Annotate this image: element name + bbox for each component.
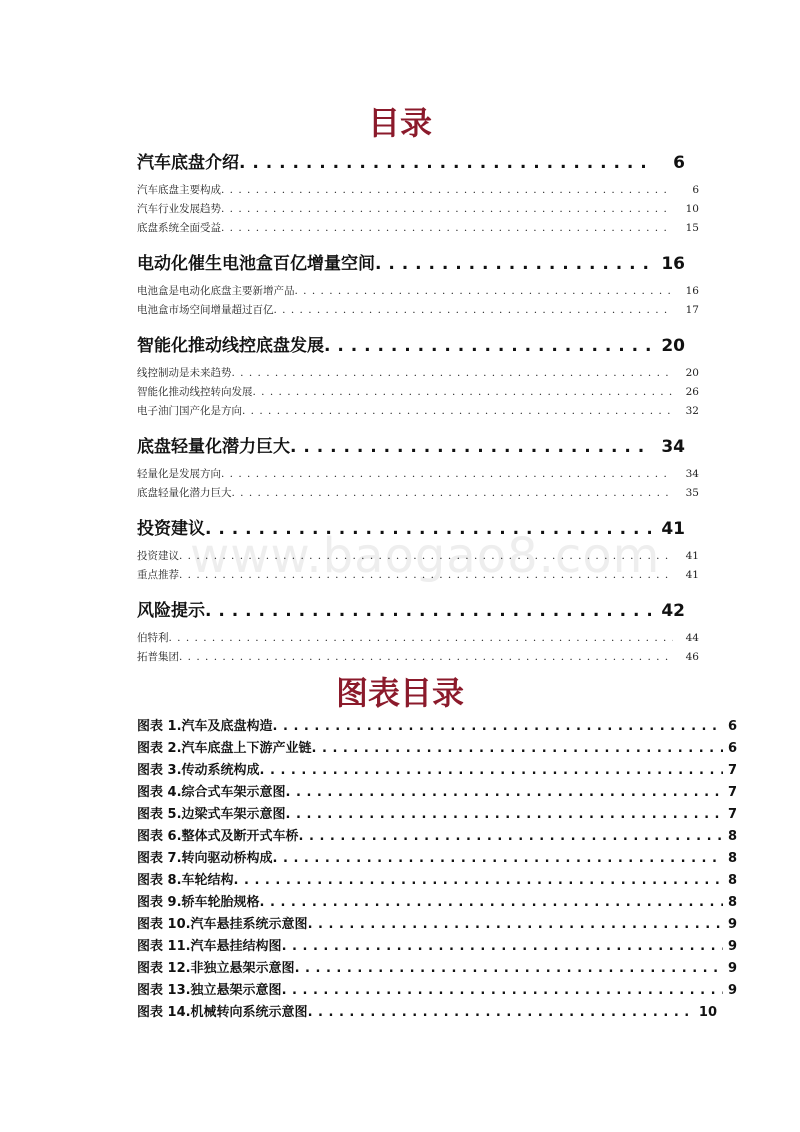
figure-entry[interactable] xyxy=(137,759,737,777)
toc-section-page: 41 xyxy=(661,519,685,538)
figure-page: 8 xyxy=(727,895,737,909)
toc-entry[interactable] xyxy=(137,220,699,236)
leader-dots xyxy=(205,519,651,538)
figure-entry[interactable] xyxy=(137,979,737,997)
leader-dots xyxy=(234,873,723,887)
toc-entry[interactable] xyxy=(137,466,699,482)
leader-dots xyxy=(221,468,673,480)
toc-entry[interactable] xyxy=(137,384,699,400)
figure-page: 8 xyxy=(727,873,737,887)
figure-entry[interactable] xyxy=(137,913,737,931)
toc-entry-title: 伯特利 xyxy=(137,632,169,644)
toc-section-page: 20 xyxy=(661,336,685,355)
leader-dots xyxy=(324,336,651,355)
figure-entry[interactable] xyxy=(137,891,737,909)
figure-page: 9 xyxy=(727,917,737,931)
figure-page: 7 xyxy=(727,807,737,821)
toc-section-page: 6 xyxy=(673,153,685,172)
toc-entry[interactable] xyxy=(137,182,699,198)
toc-entry[interactable] xyxy=(137,201,699,217)
toc-section-title: 汽车底盘介绍 xyxy=(137,153,239,172)
toc-entry-page: 6 xyxy=(692,184,699,196)
toc-entry-page: 34 xyxy=(685,468,699,480)
figure-entry[interactable] xyxy=(137,781,737,799)
toc-entry-title: 底盘系统全面受益 xyxy=(137,222,221,234)
leader-dots xyxy=(260,895,723,909)
leader-dots xyxy=(253,386,674,398)
leader-dots xyxy=(282,939,723,953)
toc-entry-page: 44 xyxy=(685,632,699,644)
leader-dots xyxy=(260,763,723,777)
leader-dots xyxy=(239,153,651,172)
leader-dots xyxy=(312,741,723,755)
leader-dots xyxy=(295,961,723,975)
toc-entry-title: 底盘轻量化潜力巨大 xyxy=(137,487,232,499)
figure-title: 图表 3.传动系统构成 xyxy=(137,763,260,777)
toc-entry-title: 电池盒市场空间增量超过百亿 xyxy=(137,304,274,316)
toc-entry-page: 41 xyxy=(685,550,699,562)
figure-title: 图表 9.轿车轮胎规格 xyxy=(137,895,260,909)
figure-title: 图表 8.车轮结构 xyxy=(137,873,234,887)
toc-entry-page: 32 xyxy=(685,405,699,417)
figure-entry[interactable] xyxy=(137,1001,717,1019)
toc-entry-title: 投资建议 xyxy=(137,550,179,562)
toc-entry[interactable] xyxy=(137,365,699,381)
figure-title: 图表 6.整体式及断开式车桥 xyxy=(137,829,299,843)
toc-title: 目录 xyxy=(367,104,432,142)
leader-dots xyxy=(274,304,674,316)
leader-dots xyxy=(221,184,673,196)
toc-entry[interactable] xyxy=(137,630,699,646)
leader-dots xyxy=(273,719,723,733)
toc-entry[interactable] xyxy=(137,485,699,501)
toc-section-title: 电动化催生电池盒百亿增量空间 xyxy=(137,254,375,273)
leader-dots xyxy=(299,829,723,843)
leader-dots xyxy=(242,405,673,417)
toc-section-title: 智能化推动线控底盘发展 xyxy=(137,336,324,355)
figure-entry[interactable] xyxy=(137,957,737,975)
toc-entry-title: 轻量化是发展方向 xyxy=(137,468,221,480)
figure-page: 8 xyxy=(727,851,737,865)
toc-entry-page: 46 xyxy=(685,651,699,663)
figure-page: 6 xyxy=(727,741,737,755)
leader-dots xyxy=(179,550,673,562)
figure-page: 8 xyxy=(727,829,737,843)
figure-title: 图表 14.机械转向系统示意图 xyxy=(137,1005,308,1019)
figure-title: 图表 1.汽车及底盘构造 xyxy=(137,719,273,733)
figure-title: 图表 4.综合式车架示意图 xyxy=(137,785,286,799)
figure-title: 图表 7.转向驱动桥构成 xyxy=(137,851,273,865)
figure-title: 图表 12.非独立悬架示意图 xyxy=(137,961,295,975)
leader-dots xyxy=(205,601,651,620)
leader-dots xyxy=(221,222,673,234)
leader-dots xyxy=(308,917,723,931)
toc-entry-page: 16 xyxy=(685,285,699,297)
toc-section[interactable] xyxy=(137,514,685,538)
toc-section-page: 34 xyxy=(661,437,685,456)
figures-title: 图表目录 xyxy=(335,674,464,712)
leader-dots xyxy=(295,285,674,297)
toc-entry[interactable] xyxy=(137,649,699,665)
figure-entry[interactable] xyxy=(137,803,737,821)
toc-entry-title: 汽车底盘主要构成 xyxy=(137,184,221,196)
figure-title: 图表 2.汽车底盘上下游产业链 xyxy=(137,741,312,755)
figure-entry[interactable] xyxy=(137,825,737,843)
figure-page: 6 xyxy=(727,719,737,733)
toc-entry-page: 20 xyxy=(685,367,699,379)
toc-entry[interactable] xyxy=(137,548,699,564)
figure-title: 图表 11.汽车悬挂结构图 xyxy=(137,939,282,953)
watermark: www.baogao8.com xyxy=(190,528,661,584)
toc-entry-page: 17 xyxy=(685,304,699,316)
toc-entry-page: 41 xyxy=(685,569,699,581)
leader-dots xyxy=(290,437,651,456)
toc-section-title: 底盘轻量化潜力巨大 xyxy=(137,437,290,456)
toc-entry-title: 拓普集团 xyxy=(137,651,179,663)
toc-section[interactable] xyxy=(137,249,685,273)
figure-title: 图表 10.汽车悬挂系统示意图 xyxy=(137,917,308,931)
figure-entry[interactable] xyxy=(137,935,737,953)
toc-section[interactable] xyxy=(137,331,685,355)
toc-entry-page: 10 xyxy=(685,203,699,215)
leader-dots xyxy=(282,983,723,997)
toc-entry[interactable] xyxy=(137,283,699,299)
figure-page: 7 xyxy=(727,763,737,777)
leader-dots xyxy=(221,203,673,215)
leader-dots xyxy=(273,851,723,865)
figure-page: 9 xyxy=(727,939,737,953)
toc-section[interactable] xyxy=(137,148,685,172)
leader-dots xyxy=(232,487,674,499)
toc-entry-title: 电池盒是电动化底盘主要新增产品 xyxy=(137,285,295,297)
toc-entry-page: 35 xyxy=(685,487,699,499)
toc-entry-title: 汽车行业发展趋势 xyxy=(137,203,221,215)
figure-entry[interactable] xyxy=(137,869,737,887)
toc-entry-page: 15 xyxy=(685,222,699,234)
figure-title: 图表 5.边梁式车架示意图 xyxy=(137,807,286,821)
toc-entry-title: 线控制动是未来趋势 xyxy=(137,367,232,379)
figure-page: 9 xyxy=(727,983,737,997)
toc-entry-title: 智能化推动线控转向发展 xyxy=(137,386,253,398)
figure-page: 9 xyxy=(727,961,737,975)
toc-section[interactable] xyxy=(137,432,685,456)
leader-dots xyxy=(308,1005,691,1019)
leader-dots xyxy=(169,632,674,644)
leader-dots xyxy=(286,807,723,821)
toc-entry[interactable] xyxy=(137,302,699,318)
leader-dots xyxy=(232,367,674,379)
toc-section-page: 42 xyxy=(661,601,685,620)
toc-entry-page: 26 xyxy=(685,386,699,398)
figure-entry[interactable] xyxy=(137,847,737,865)
toc-entry[interactable] xyxy=(137,567,699,583)
toc-section[interactable] xyxy=(137,596,685,620)
leader-dots xyxy=(179,569,673,581)
leader-dots xyxy=(179,651,673,663)
toc-entry-title: 电子油门国产化是方向 xyxy=(137,405,242,417)
leader-dots xyxy=(375,254,651,273)
leader-dots xyxy=(286,785,723,799)
toc-section-page: 16 xyxy=(661,254,685,273)
toc-section-title: 风险提示 xyxy=(137,601,205,620)
figure-entry[interactable] xyxy=(137,715,737,733)
figure-page: 7 xyxy=(727,785,737,799)
toc-entry-title: 重点推荐 xyxy=(137,569,179,581)
figure-entry[interactable] xyxy=(137,737,737,755)
toc-entry[interactable] xyxy=(137,403,699,419)
figure-page: 10 xyxy=(698,1005,717,1019)
figure-title: 图表 13.独立悬架示意图 xyxy=(137,983,282,997)
toc-section-title: 投资建议 xyxy=(137,519,205,538)
